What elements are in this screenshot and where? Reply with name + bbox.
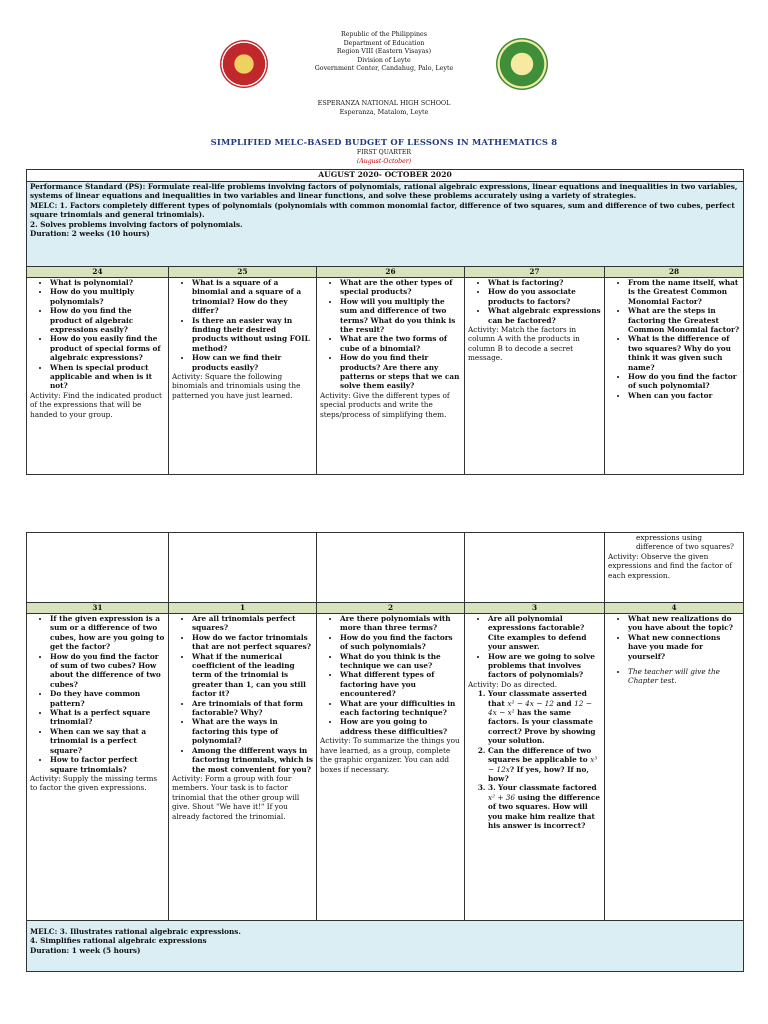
activity-text: Activity: Give the different types of special products and write the steps/process of simplifying them.: [320, 390, 450, 419]
question-item: • What is the difference of two squares? Why do you think it was given such name?: [628, 334, 740, 372]
question-item: • What are the steps in factoring the Greatest Common Monomial factor?: [628, 306, 740, 334]
question-item: • What algebraic expressions can be factored?: [488, 306, 601, 325]
question-item: • Are trinomials of that form factorable? Why?: [192, 699, 313, 718]
activity-text: Activity: Match the factors in column A with the products in column B to decode a secret message.: [468, 325, 580, 363]
header-line: Government Center, Candahug, Palo, Leyte: [314, 65, 454, 73]
question-item: • Are there polynomials with more than three terms?: [340, 614, 461, 633]
day-header: 31: [27, 603, 169, 614]
day-cell-3: [465, 614, 605, 921]
day-header: 28: [605, 267, 744, 278]
question-item: • When can we say that a trinomial is a perfect square?: [50, 727, 165, 755]
day-cell-2: [317, 614, 465, 921]
question-item: • How do you find the factors of such polynomials?: [340, 633, 461, 652]
question-item: • Among the different ways in factoring trinomials, which is the most convenient for you?: [192, 746, 313, 774]
question-item: • What is a square of a binomial and a square of a trinomial? How do they differ?: [192, 278, 313, 316]
question-list: [30, 614, 165, 774]
day-header: 1: [169, 603, 317, 614]
question-list: [320, 278, 461, 391]
question-item: • Do they have common pattern?: [50, 689, 165, 708]
melc-3: MELC: 3. Illustrates rational algebraic expressions.: [30, 927, 241, 936]
day-cell-28: [605, 278, 744, 475]
question-item: • What new connections have you made for yourself?: [628, 633, 740, 661]
day-header: 4: [605, 603, 744, 614]
day-header: 24: [27, 267, 169, 278]
question-list: [608, 278, 740, 400]
question-item: • From the name itself, what is the Greatest Common Monomial Factor?: [628, 278, 740, 306]
ps-label: Performance Standard (PS):: [30, 182, 146, 191]
day-cell-31: [27, 614, 169, 921]
activity-text: Activity: Form a group with four members. Your task is to factor trinomial that the other group will give. Shout "We have it!" If you already factored the trinomial.: [172, 773, 300, 821]
agency-header: [0, 31, 768, 74]
header-line: Department of Education: [343, 39, 425, 47]
question-item: • How are you going to address these difficulties?: [340, 717, 461, 736]
question-item: • How are we going to solve problems that involves factors of polynomials?: [488, 652, 601, 680]
period-label: (August-October): [356, 158, 412, 165]
question-item: • How will you multiply the sum and difference of two terms? What do you think is the result?: [340, 297, 461, 335]
question-item: • How can we find their products easily?: [192, 353, 313, 372]
question-item: • How do you find the factor of such polynomial?: [628, 372, 740, 391]
question-list: [608, 614, 740, 661]
melc-1: MELC: 1. Factors completely different types of polynomials (polynomials with common monomial factor, difference of two squares, sum and difference of two cubes, perfect square trinomials and general trinomials).: [30, 200, 735, 220]
question-item: • Are all polynomial expressions factorable? Cite examples to defend your answer.: [488, 614, 601, 652]
header-line: Republic of the Philippines: [340, 31, 427, 38]
day-cell-1: [169, 614, 317, 921]
question-item: • How do you find the product of algebraic expressions easily?: [50, 306, 165, 334]
note-list: [608, 667, 740, 686]
question-item: • Are all trinomials perfect squares?: [192, 614, 313, 633]
question-item: • If the given expression is a sum or a difference of two cubes, how are you going to get the factor?: [50, 614, 165, 652]
question-list: [30, 278, 165, 391]
day-header: 25: [169, 267, 317, 278]
activity-text: Activity: Square the following binomials and trinomials using the patterned you have just learned.: [172, 372, 301, 400]
school-address: Esperanza, Matalom, Leyte: [339, 108, 429, 116]
school-block: [0, 99, 768, 117]
melc-4: 4. Simplifies rational algebraic expressions: [30, 936, 207, 946]
standards-cell: [27, 182, 744, 267]
question-list: [172, 614, 313, 774]
question-item: • What are your difficulties in each factoring technique?: [340, 699, 461, 718]
month-heading: AUGUST 2020- OCTOBER 2020: [27, 170, 744, 182]
question-item: • How do you find the factor of sum of two cubes? How about the difference of two cubes?: [50, 652, 165, 690]
carryover-text: expressions using difference of two squares?: [636, 533, 734, 552]
quarter-label: FIRST QUARTER: [356, 149, 412, 156]
question-item: • When can you factor: [628, 391, 740, 400]
activity-text: Activity: Observe the given expressions and find the factor of each expression.: [608, 551, 733, 580]
teacher-note: • The teacher will give the Chapter test.: [628, 667, 740, 686]
question-item: • What are the ways in factoring this type of polynomial?: [192, 717, 313, 745]
melc-cell: [27, 921, 744, 972]
question-list: [468, 278, 601, 325]
math-expression: x² + 36: [488, 792, 516, 802]
question-item: • What different types of factoring have you encountered?: [340, 670, 461, 698]
duration: Duration: 1 week (5 hours): [30, 945, 141, 955]
day-cell-4: [605, 614, 744, 921]
question-item: • When is special product applicable and when is it not?: [50, 363, 165, 391]
problem-item: 1. Your classmate asserted that x² − 4x − 12 and 12 − 4x − x² has the same factors. Is your classmate correct? Prove by showing your solution.: [488, 689, 601, 745]
day-cell-26: [317, 278, 465, 475]
day-header: 27: [465, 267, 605, 278]
school-name: ESPERANZA NATIONAL HIGH SCHOOL: [317, 99, 451, 107]
question-item: • What is polynomial?: [50, 278, 165, 287]
budget-table-week1: [26, 169, 744, 475]
question-list: [468, 614, 601, 680]
question-item: • What new realizations do you have about the topic?: [628, 614, 740, 633]
question-item: • What is factoring?: [488, 278, 601, 287]
question-item: • How do you associate products to factors?: [488, 287, 601, 306]
document-title: SIMPLIFIED MELC-BASED BUDGET OF LESSONS IN MATHEMATICS 8: [210, 137, 558, 147]
math-expression: x³ − 12x: [488, 755, 598, 774]
header-line: Region VIII (Eastern Visayas): [336, 48, 432, 56]
question-list: [320, 614, 461, 736]
carryover-cell: [605, 533, 744, 603]
empty-cell: [169, 533, 317, 603]
day-header: 26: [317, 267, 465, 278]
problem-item: 2. Can the difference of two squares be applicable to x³ − 12x? If yes, how? If no, how?: [488, 746, 601, 784]
ps-text: Formulate real-life problems involving factors of polynomials, rational algebraic expressions, linear equations and inequalities in two variables, systems of linear equations and inequalities in two variables and linear functions, and solve these problems accurately using a variety of strategies.: [30, 182, 738, 201]
duration: Duration: 2 weeks (10 hours): [30, 229, 150, 239]
question-item: • What are the other types of special products?: [340, 278, 461, 297]
question-item: • What are the two forms of cube of a binomial?: [340, 334, 461, 353]
question-list: [172, 278, 313, 372]
question-item: • How do you multiply polynomials?: [50, 287, 165, 306]
empty-cell: [27, 533, 169, 603]
header-line: Division of Leyte: [357, 56, 411, 64]
empty-cell: [317, 533, 465, 603]
melc-2: 2. Solves problems involving factors of polynomials.: [30, 219, 243, 229]
question-item: • Is there an easier way in finding their desired products without using FOIL method?: [192, 316, 313, 354]
question-item: • What do you think is the technique we can use?: [340, 652, 461, 671]
question-item: • What is a perfect square trinomial?: [50, 708, 165, 727]
problem-list: [468, 689, 601, 830]
question-item: • What if the numerical coefficient of the leading term of the trinomial is greater than 1, can you still factor it?: [192, 652, 313, 699]
activity-text: Activity: To summarize the things you have learned, as a group, complete the graphic organizer. You can add boxes if necessary.: [320, 736, 460, 774]
activity-text: Activity: Do as directed.: [468, 679, 558, 689]
problem-item: 3. 3. Your classmate factored x² + 36 using the difference of two squares. How will you make him realize that his answer is incorrect?: [488, 783, 601, 830]
activity-text: Activity: Supply the missing terms to factor the given expressions.: [30, 773, 158, 793]
day-cell-24: [27, 278, 169, 475]
question-item: • How do you easily find the product of special forms of algebraic expressions?: [50, 334, 165, 362]
day-cell-27: [465, 278, 605, 475]
math-expression: x² − 4x − 12: [507, 698, 554, 708]
day-cell-25: [169, 278, 317, 475]
budget-table-week2: [26, 532, 744, 972]
math-expression: 12 − 4x − x²: [488, 698, 592, 718]
question-item: • How do we factor trinomials that are not perfect squares?: [192, 633, 313, 652]
day-header: 3: [465, 603, 605, 614]
question-item: • How do you find their products? Are there any patterns or steps that we can solve them easily?: [340, 353, 461, 391]
activity-text: Activity: Find the indicated product of the expressions that will be handed to your group.: [30, 390, 162, 419]
day-header: 2: [317, 603, 465, 614]
question-item: • How to factor perfect square trinomials?: [50, 755, 165, 774]
empty-cell: [465, 533, 605, 603]
